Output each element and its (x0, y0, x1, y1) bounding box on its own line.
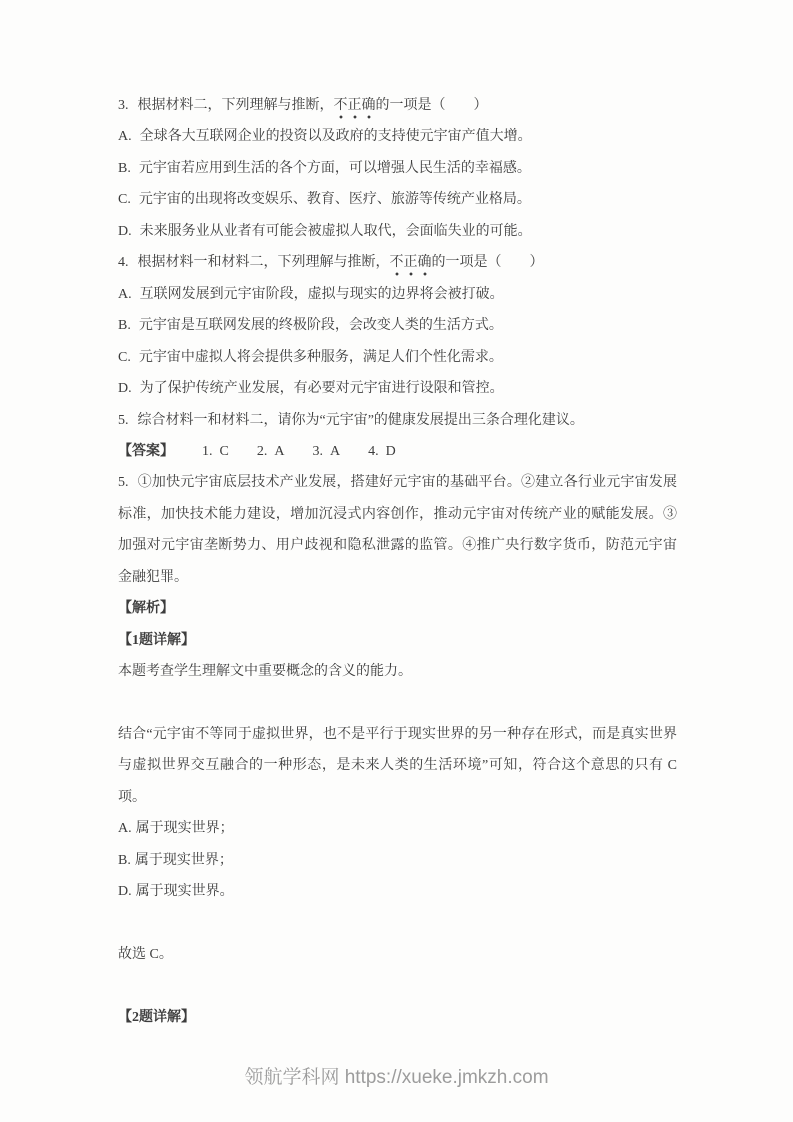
option-text: 元宇宙若应用到生活的各个方面，可以增强人民生活的幸福感。 (138, 160, 531, 176)
option-label: C. (118, 349, 131, 365)
analysis-q1-header: 【1题详解】 (118, 632, 195, 648)
option-label: B. (118, 160, 131, 176)
option-text: 属于现实世界。 (135, 884, 234, 900)
answer-item-4 (368, 444, 396, 459)
question-3-option-a (118, 121, 677, 152)
footer-watermark-text: 领航学科网 https://xueke.jmkzh.com (244, 1067, 549, 1088)
document-content (118, 90, 677, 1034)
question-4-text-prefix: 根据材料一和材料二，下列理解与推断， (137, 255, 390, 271)
option-text: 元宇宙的出现将改变娱乐、教育、医疗、旅游等传统产业格局。 (138, 192, 531, 208)
question-3-text-prefix: 根据材料二，下列理解与推断， (137, 98, 334, 113)
answer-item-letter: C (219, 443, 229, 459)
option-text: 为了保护传统产业发展，有必要对元宇宙进行设限和管控。 (139, 381, 504, 397)
question-3-text-suffix: 的一项是（ ） (375, 98, 488, 113)
question-4-text-suffix: 的一项是（ ） (431, 255, 544, 271)
option-label: B. (118, 318, 131, 334)
question-5-text: 综合材料一和材料二，请你为“元宇宙”的健康发展提出三条合理化建议。 (137, 412, 584, 428)
question-5-number: 5. (118, 412, 129, 428)
option-text: 元宇宙是互联网发展的终极阶段，会改变人类的生活方式。 (138, 318, 503, 334)
blank-line (118, 908, 677, 939)
option-text: 互联网发展到元宇宙阶段，虚拟与现实的边界将会被打破。 (139, 286, 504, 302)
answer-item-number: 2. (256, 443, 268, 459)
option-label: A. (118, 286, 132, 302)
option-label: B. (118, 852, 131, 868)
option-label: A. (118, 821, 132, 837)
option-text: 全球各大互联网企业的投资以及政府的支持使元宇宙产值大增。 (139, 129, 532, 145)
analysis-q1-conclusion: 故选 C。 (118, 947, 173, 963)
analysis-q1-option-d (118, 876, 677, 907)
analysis-header: 【解析】 (118, 601, 174, 617)
answer-item-2 (257, 444, 285, 459)
question-5-answer-paragraph (118, 467, 677, 593)
analysis-q2-header: 【2题详解】 (118, 1010, 195, 1026)
blank-line (118, 971, 677, 1002)
option-text: 元宇宙中虚拟人将会提供多种服务，满足人们个性化需求。 (138, 349, 503, 365)
question-4-option-a (118, 279, 677, 310)
question-4-number: 4. (118, 255, 129, 271)
footer-watermark (0, 1062, 793, 1089)
analysis-q1-intro: 本题考查学生理解文中重要概念的含义的能力。 (118, 664, 412, 680)
question-4-option-d (118, 373, 677, 404)
question-4-option-b (118, 310, 677, 341)
option-label: D. (118, 884, 132, 900)
answer-5-number: 5. (118, 475, 129, 491)
option-label: C. (118, 192, 131, 208)
option-text: 属于现实世界； (134, 852, 233, 868)
question-3-number: 3. (118, 98, 129, 113)
answer-item-letter: A (274, 443, 285, 459)
question-3-emphasized-text: 不正确 (334, 98, 376, 119)
question-5-stem (118, 405, 677, 436)
answer-line (118, 436, 677, 467)
answer-5-text: ①加快元宇宙底层技术产业发展，搭建好元宇宙的基础平台。②建立各行业元宇宙发展标准，加快技术能力建设，增加沉浸式内容创作，推动元宇宙对传统产业的赋能发展。③加强对元宇宙垄断势力、用户歧视和隐私泄露的监管。④推广央行数字货币，防范元宇宙金融犯罪。 (118, 475, 677, 585)
option-text: 属于现实世界； (135, 821, 234, 837)
question-3-option-d (118, 216, 677, 247)
answer-section-label: 【答案】 (118, 443, 174, 459)
answer-item-3 (312, 444, 340, 459)
question-4-emphasized-text: 不正确 (390, 255, 432, 276)
blank-line (118, 688, 677, 719)
analysis-q1-option-b (118, 845, 677, 876)
answer-item-1 (202, 444, 229, 459)
question-4-option-c (118, 342, 677, 373)
answer-item-letter: A (329, 443, 341, 459)
answer-item-number: 3. (312, 443, 323, 459)
option-label: D. (118, 223, 132, 239)
analysis-q1-body-paragraph: 结合“元宇宙不等同于虚拟世界，也不是平行于现实世界的另一种存在形式，而是真实世界与虚拟世界交互融合的一种形态，是未来人类的生活环境”可知，符合这个意思的只有 C 项。 (118, 727, 677, 805)
answer-item-letter: D (385, 443, 396, 459)
question-3-option-b (118, 153, 677, 184)
question-4-stem (118, 247, 677, 278)
question-3-option-c (118, 184, 677, 215)
option-label: A. (118, 129, 132, 145)
option-label: D. (118, 381, 132, 397)
analysis-q1-option-a (118, 813, 677, 844)
answer-item-number: 4. (368, 443, 379, 459)
option-text: 未来服务业从业者有可能会被虚拟人取代，会面临失业的可能。 (139, 223, 532, 239)
answer-item-number: 1. (202, 443, 213, 459)
question-3-stem (118, 90, 677, 121)
